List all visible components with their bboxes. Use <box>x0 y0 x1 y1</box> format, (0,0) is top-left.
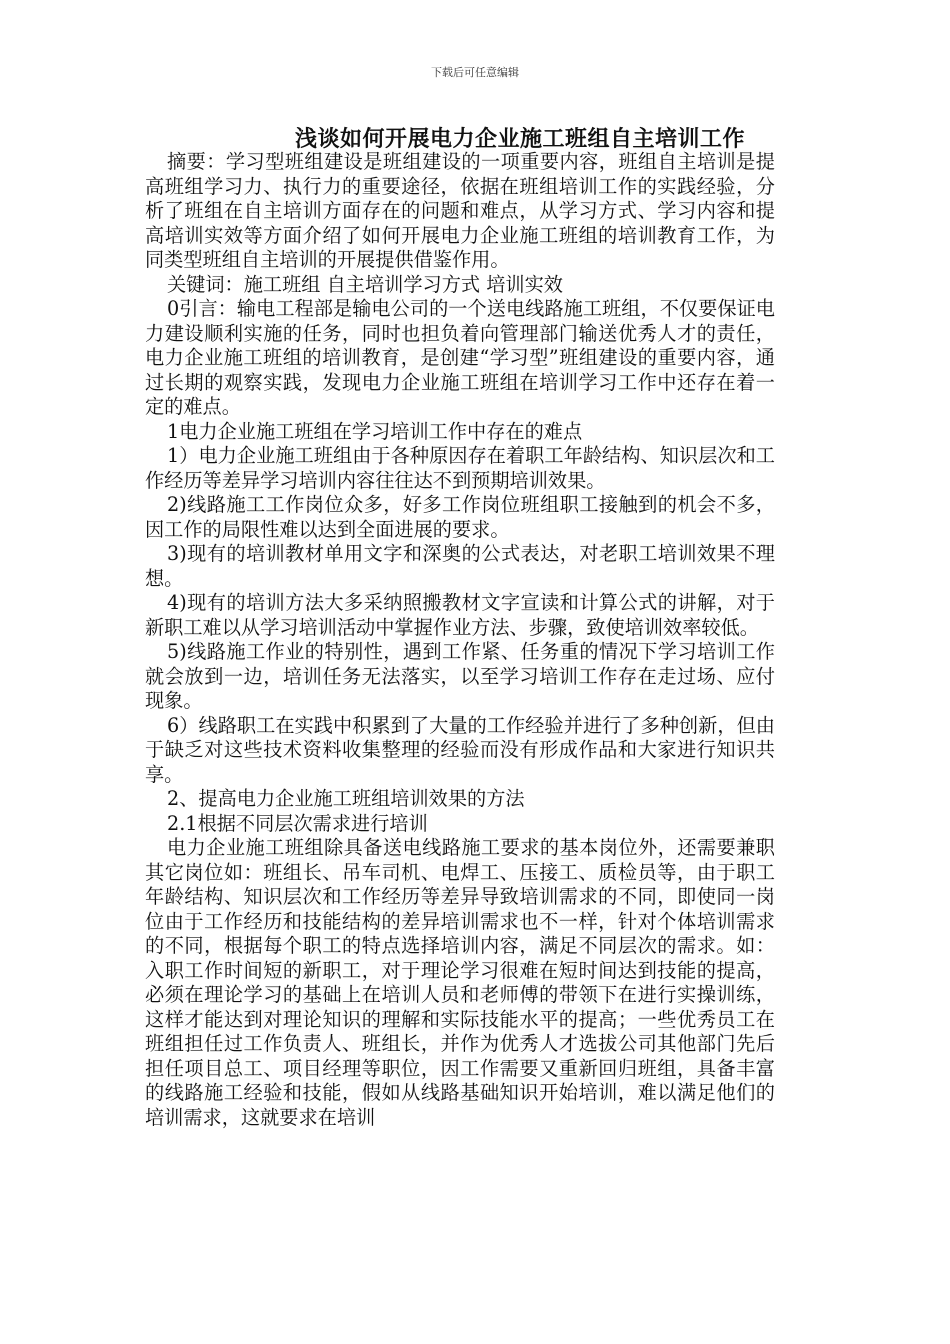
list-item: 6）线路职工在实践中积累到了大量的工作经验并进行了多种创新，但由于缺乏对这些技术资料收集整理的经验而没有形成作品和大家进行知识共享。 <box>145 713 775 786</box>
body-paragraph: 电力企业施工班组除具备送电线路施工要求的基本岗位外，还需要兼职其它岗位如：班组长、吊车司机、电焊工、压接工、质检员等，由于职工年龄结构、知识层次和工作经历等差异导致培训需求的不同，即使同一岗位由于工作经历和技能结构的差异培训需求也不一样，针对个体培训需求的不同，根据每个职工的特点选择培训内容，满足不同层次的需求。如：入职工作时间短的新职工，对于理论学习很难在短时间达到技能的提高，必须在理论学习的基础上在培训人员和老师傅的带领下在进行实操训练，这样才能达到对理论知识的理解和实际技能水平的提高；一些优秀员工在班组担任过工作负责人、班组长，并作为优秀人才选拔公司其他部门先后担任项目总工、项目经理等职位，因工作需要又重新回归班组，具备丰富的线路施工经验和技能，假如从线路基础知识开始培训，难以满足他们的培训需求，这就要求在培训 <box>145 836 775 1129</box>
subsection-heading: 2.1根据不同层次需求进行培训 <box>167 811 428 835</box>
header-note: 下载后可任意编辑 <box>431 66 519 79</box>
abstract-paragraph: 摘要：学习型班组建设是班组建设的一项重要内容，班组自主培训是提高班组学习力、执行力的重要途径，依据在班组培训工作的实践经验，分析了班组在自主培训方面存在的问题和难点，从学习方式、学习内容和提高培训实效等方面介绍了如何开展电力企业施工班组的培训教育工作，为同类型班组自主培训的开展提供借鉴作用。 <box>145 150 775 271</box>
document-body <box>145 150 775 1130</box>
keywords-paragraph: 关键词：施工班组 自主培训学习方式 培训实效 <box>167 272 563 296</box>
introduction-paragraph: 0引言：输电工程部是输电公司的一个送电线路施工班组，不仅要保证电力建设顺利实施的任务，同时也担负着向管理部门输送优秀人才的责任，电力企业施工班组的培训教育，是创建“学习型”班组建设的重要内容，通过长期的观察实践，发现电力企业施工班组在培训学习工作中还存在着一定的难点。 <box>145 297 775 418</box>
section-heading: 2、提高电力企业施工班组培训效果的方法 <box>167 787 525 810</box>
list-item: 5)线路施工作业的特别性，遇到工作紧、任务重的情况下学习培训工作就会放到一边，培训任务无法落实，以至学习培训工作存在走过场、应付现象。 <box>145 640 775 712</box>
list-item: 3)现有的培训教材单用文字和深奥的公式表达，对老职工培训效果不理想。 <box>145 542 775 590</box>
document-title: 浅谈如何开展电力企业施工班组自主培训工作 <box>294 126 745 152</box>
list-item: 1）电力企业施工班组由于各种原因存在着职工年龄结构、知识层次和工作经历等差异学习培训内容往往达不到预期培训效果。 <box>145 444 775 492</box>
list-item: 4)现有的培训方法大多采纳照搬教材文字宣读和计算公式的讲解，对于新职工难以从学习培训活动中掌握作业方法、步骤，致使培训效率较低。 <box>145 591 775 639</box>
section-heading: 1电力企业施工班组在学习培训工作中存在的难点 <box>167 419 583 443</box>
list-item: 2)线路施工工作岗位众多，好多工作岗位班组职工接触到的机会不多，因工作的局限性难以达到全面进展的要求。 <box>145 493 775 541</box>
